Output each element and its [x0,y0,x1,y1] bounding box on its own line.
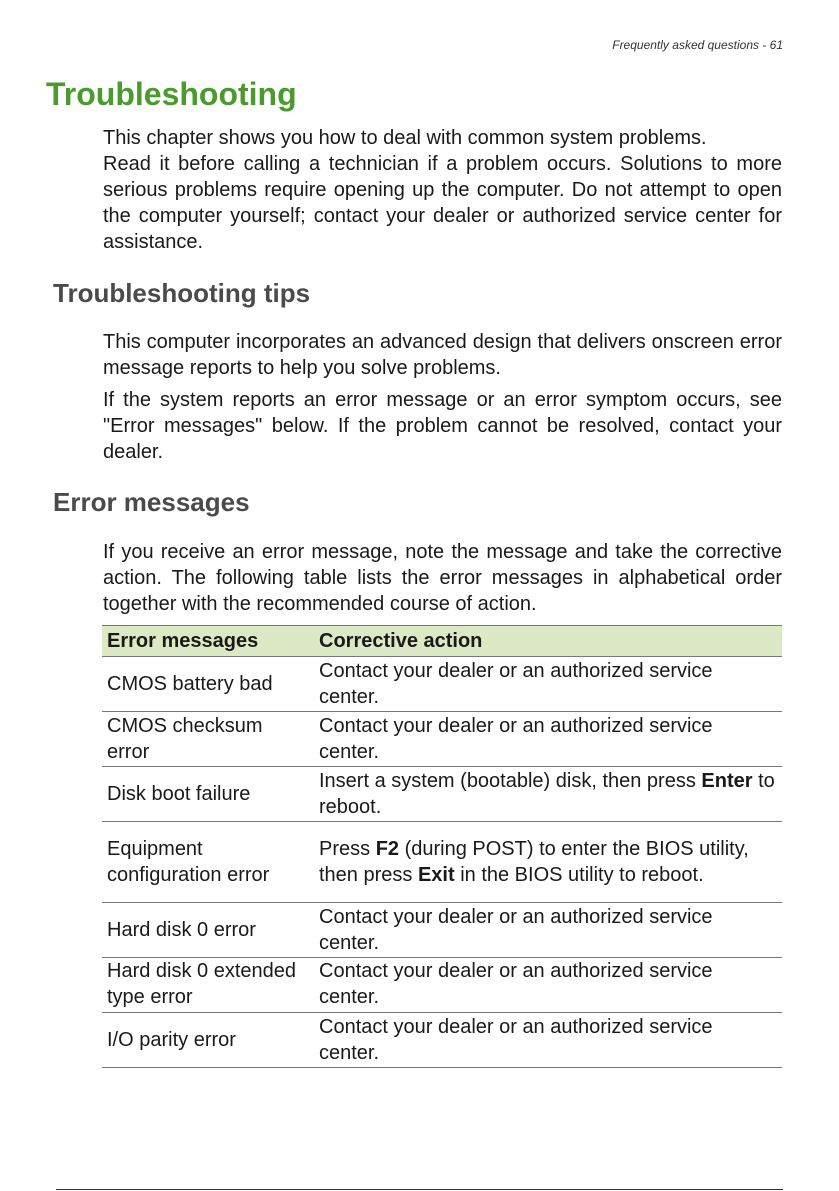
corrective-action-cell: Contact your dealer or an authorized service center. [314,657,782,712]
table-row [102,1013,782,1068]
table-row [102,958,782,1013]
error-message-cell: Equipment configuration error [102,822,314,903]
errors-paragraph-1: If you receive an error message, note the message and take the corrective action. The following table lists the error messages in alphabetical order together with the recommended course of action. [103,541,782,615]
corrective-action-cell [314,767,782,822]
table-header-row [102,626,782,657]
error-message-cell: CMOS battery bad [102,657,314,712]
section-title-troubleshooting-tips: Troubleshooting tips [53,278,311,308]
action-text: Press [319,838,376,860]
corrective-action-cell: Contact your dealer or an authorized service center. [314,1013,782,1068]
corrective-action-cell [314,822,782,903]
action-text: (during POST) to enter the BIOS utility, then press [319,838,749,886]
table-row [102,903,782,958]
column-header-corrective-action: Corrective action [314,626,782,657]
table-row [102,657,782,712]
key-f2: F2 [375,838,400,860]
intro-paragraph-2: Read it before calling a technician if a problem occurs. Solutions to more serious problems require opening up the computer. Do not attempt to open the computer yourself; contact your dealer or authorized service center for assistance. [103,153,782,253]
column-header-error-messages: Error messages [102,626,314,657]
running-header: Frequently asked questions - 61 [612,38,783,52]
table-row [102,767,782,822]
error-messages-table [102,625,782,1068]
section-title-error-messages: Error messages [53,487,250,517]
tips-paragraph-2: If the system reports an error message or an error symptom occurs, see "Error messages" below. If the problem cannot be resolved, contact your dealer. [103,389,782,463]
error-message-cell: I/O parity error [102,1013,314,1068]
corrective-action-cell: Contact your dealer or an authorized service center. [314,712,782,767]
table-row [102,822,782,903]
corrective-action-cell: Contact your dealer or an authorized service center. [314,958,782,1013]
error-message-cell: Hard disk 0 extended type error [102,958,314,1013]
action-text: Insert a system (bootable) disk, then press [319,770,702,792]
corrective-action-cell: Contact your dealer or an authorized service center. [314,903,782,958]
table-row [102,712,782,767]
chapter-title: Troubleshooting [46,76,297,112]
action-text: in the BIOS utility to reboot. [454,864,704,886]
footer-divider [56,1189,783,1190]
intro-paragraph-1: This chapter shows you how to deal with common system problems. [103,127,707,149]
action-text: to reboot. [319,770,775,818]
key-exit: Exit [417,864,455,886]
error-message-cell: Hard disk 0 error [102,903,314,958]
tips-paragraph-1: This computer incorporates an advanced design that delivers onscreen error message reports to help you solve problems. [103,331,782,379]
error-message-cell: Disk boot failure [102,767,314,822]
error-message-cell: CMOS checksum error [102,712,314,767]
key-enter: Enter [701,770,753,792]
